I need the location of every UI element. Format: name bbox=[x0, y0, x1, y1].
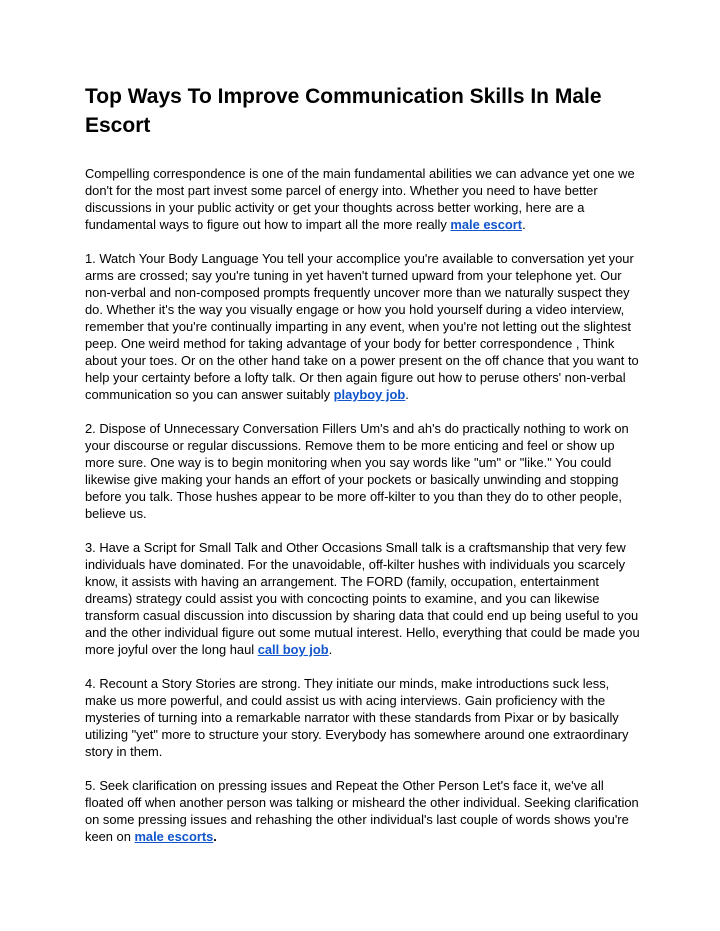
paragraph-text: 4. Recount a Story Stories are strong. They initiate our minds, make introductions suck less, make us more powerful, and could assist us with acing interviews. Gain proficiency with the mysteries of turning into a remarkable narrator with these standards from Pixar or by basically utilizing "yet" more to structure your story. Everybody has somewhere around one extraordinary story in them. bbox=[85, 676, 629, 759]
link-male-escorts[interactable]: male escorts bbox=[134, 829, 214, 844]
paragraph-end: . bbox=[405, 387, 409, 402]
paragraph-clarification bbox=[85, 777, 640, 845]
paragraph-text: 3. Have a Script for Small Talk and Other Occasions Small talk is a craftsmanship that very few individuals have dominated. For the unavoidable, off-kilter hushes with individuals you scarcely know, it assists with having an arrangement. The FORD (family, occupation, entertainment dreams) strategy could assist you with concocting points to examine, and you can likewise transform casual discussion into discussion by sharing data that could end up being useful to you and the other individual figure out some mutual interest. Hello, everything that could be made you more joyful over the long haul bbox=[85, 540, 640, 657]
paragraph-text: 1. Watch Your Body Language You tell your accomplice you're available to conversation yet your arms are crossed; say you're tuning in yet haven't turned upward from your telephone yet. Our non-verbal and non-composed prompts frequently uncover more than we naturally suspect they do. Whether it's the way you visually engage or how you hold yourself during a video interview, remember that you're continually imparting in any event, when you're not letting out the slightest peep. One weird method for taking advantage of your body for better correspondence , Think about your toes. Or on the other hand take on a power present on the off chance that you want to help your certainty before a lofty talk. Or then again figure out how to peruse others' non-verbal communication so you can answer suitably bbox=[85, 251, 639, 402]
paragraph-fillers bbox=[85, 420, 640, 522]
paragraph-body-language bbox=[85, 250, 640, 403]
page-title: Top Ways To Improve Communication Skills In Male Escort bbox=[85, 85, 602, 137]
paragraph-end: . bbox=[328, 642, 333, 657]
paragraph-text: 5. Seek clarification on pressing issues and Repeat the Other Person Let's face it, we've all floated off when another person was talking or misheard the other individual. Seeking clarification on some pressing issues and rehashing the other individual's last couple of words shows you're keen on bbox=[85, 778, 639, 844]
link-playboy-job[interactable]: playboy job bbox=[333, 387, 406, 402]
link-call-boy-job[interactable]: call boy job bbox=[257, 642, 329, 657]
paragraph-end: . bbox=[213, 829, 217, 844]
paragraph-text: 2. Dispose of Unnecessary Conversation Fillers Um's and ah's do practically nothing to work on your discourse or regular discussions. Remove them to be more enticing and feel or show up more sure. One way is to begin monitoring when you say words like "um" or "like." You could likewise give making your hands an effort of your pockets or basically unwinding and stopping before you talk. Those hushes appear to be more off-kilter to you than they do to other people, believe us. bbox=[85, 421, 629, 521]
link-male-escort[interactable]: male escort bbox=[450, 217, 523, 232]
paragraph-story bbox=[85, 675, 640, 760]
paragraph-intro bbox=[85, 165, 640, 233]
paragraph-end: . bbox=[522, 217, 526, 232]
paragraph-small-talk bbox=[85, 539, 640, 658]
paragraph-text: Compelling correspondence is one of the main fundamental abilities we can advance yet one we don't for the most part invest some parcel of energy into. Whether you need to have better discussions in your public activity or get your thoughts across better working, here are a fundamental ways to figure out how to impart all the more really bbox=[85, 166, 635, 232]
